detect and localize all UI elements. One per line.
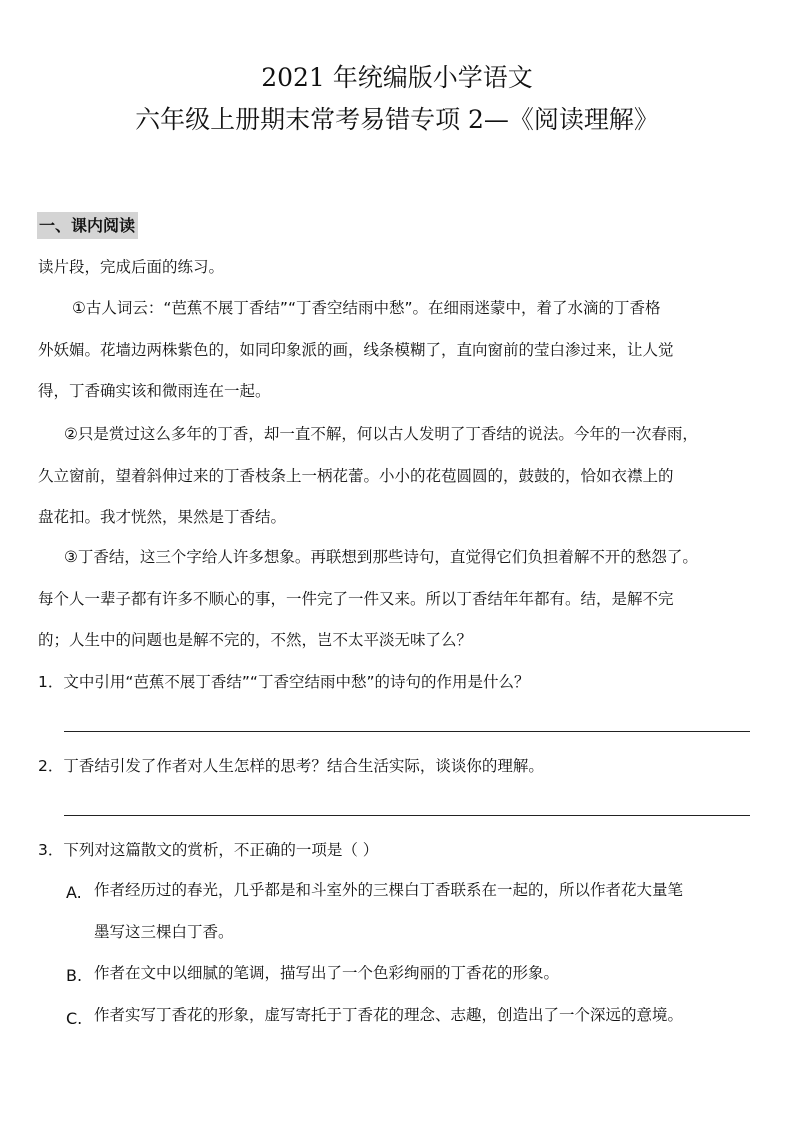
question-1: 1．文中引用“芭蕉不展丁香结”“丁香空结雨中愁”的诗句的作用是什么？: [38, 673, 530, 691]
answer-line-2[interactable]: [64, 815, 750, 816]
paragraph-2-line-1: ②只是赏过这么多年的丁香，却一直不解，何以古人发明了丁香结的说法。今年的一次春雨，: [64, 425, 698, 443]
option-a-letter[interactable]: A.: [66, 883, 82, 902]
paragraph-3-line-3: 的；人生中的问题也是解不完的，不然，岂不太平淡无味了么？: [38, 631, 473, 649]
option-a-line-2: 墨写这三棵白丁香。: [94, 923, 234, 941]
option-b-letter[interactable]: B.: [66, 966, 83, 985]
paragraph-1-line-3: 得，丁香确实该和微雨连在一起。: [38, 382, 271, 400]
option-c-line-1: 作者实写丁香花的形象，虚写寄托于丁香花的理念、志趣，创造出了一个深远的意境。: [94, 1006, 684, 1024]
option-c-letter[interactable]: C.: [66, 1009, 83, 1028]
question-2: 2．丁香结引发了作者对人生怎样的思考？结合生活实际，谈谈你的理解。: [38, 757, 544, 775]
answer-line-1[interactable]: [64, 731, 750, 732]
section-heading: 一、课内阅读: [37, 212, 138, 239]
instruction-text: 读片段，完成后面的练习。: [38, 258, 225, 276]
paragraph-3-line-1: ③丁香结，这三个字给人许多想象。再联想到那些诗句，直觉得它们负担着解不开的愁怨了。: [64, 548, 698, 566]
document-title-line-1: 2021 年统编版小学语文: [261, 63, 533, 92]
paragraph-1-line-1: ①古人词云：“芭蕉不展丁香结”“丁香空结雨中愁”。在细雨迷蒙中，着了水滴的丁香格: [72, 299, 661, 317]
option-a-line-1: 作者经历过的春光，几乎都是和斗室外的三棵白丁香联系在一起的，所以作者花大量笔: [94, 881, 684, 899]
question-3: 3．下列对这篇散文的赏析，不正确的一项是（ ）: [38, 841, 379, 859]
paragraph-2-line-3: 盘花扣。我才恍然，果然是丁香结。: [38, 508, 287, 526]
paragraph-3-line-2: 每个人一辈子都有许多不顺心的事，一件完了一件又来。所以丁香结年年都有。结，是解不完: [38, 590, 674, 608]
paragraph-1-line-2: 外妖媚。花墙边两株紫色的，如同印象派的画，线条模糊了，直向窗前的莹白渗过来，让人觉: [38, 341, 674, 359]
paragraph-2-line-2: 久立窗前，望着斜伸过来的丁香枝条上一柄花蕾。小小的花苞圆圆的，鼓鼓的，恰如衣襟上的: [38, 467, 674, 485]
document-title-line-2: 六年级上册期末常考易错专项 2—《阅读理解》: [135, 105, 659, 134]
option-b-line-1: 作者在文中以细腻的笔调，描写出了一个色彩绚丽的丁香花的形象。: [94, 964, 560, 982]
